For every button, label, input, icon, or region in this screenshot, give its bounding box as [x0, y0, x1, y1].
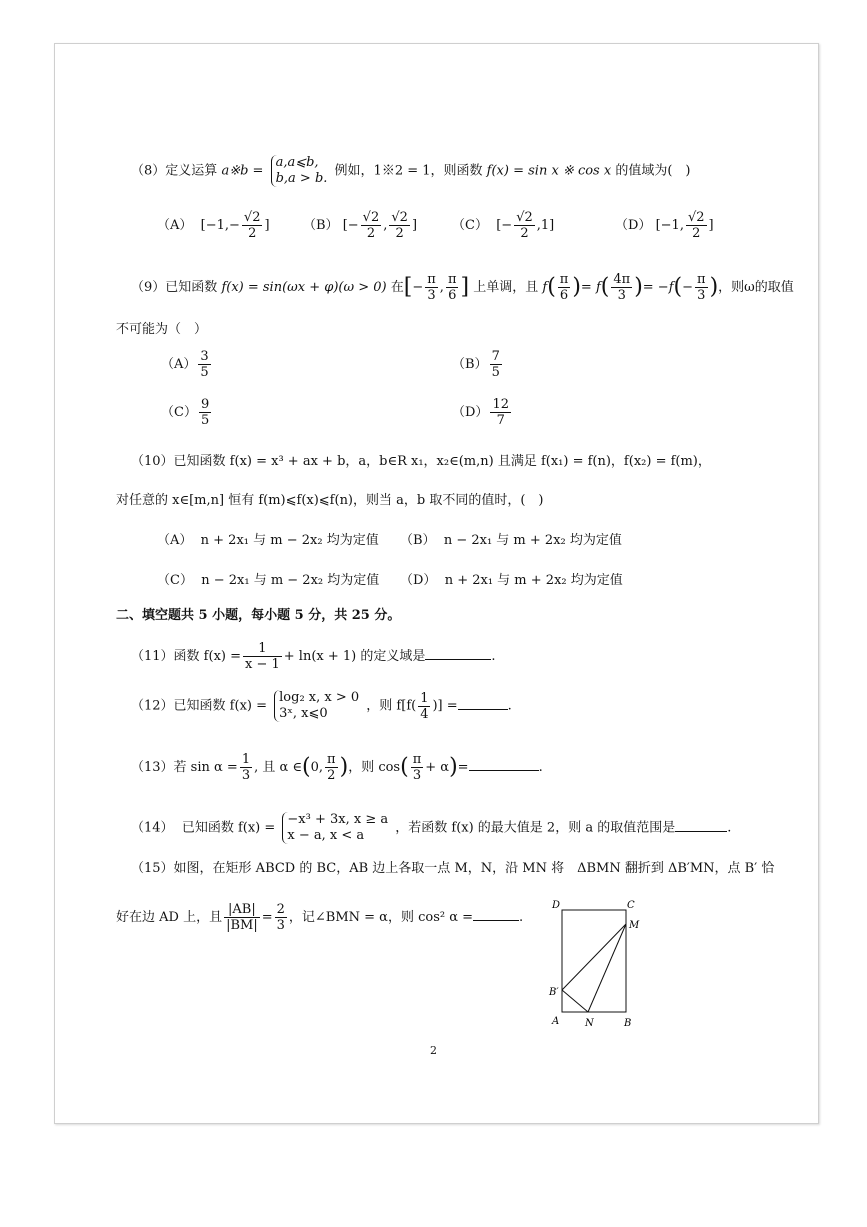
piecewise-definition: a,a⩽b, b,a > b. [271, 155, 328, 187]
question-12: （12）已知函数 f(x) = log₂ x, x > 0 3ˣ, x⩽0 ，则 f[f( $\frac{1}{4}$ )] = . [131, 690, 512, 722]
page-number: 2 [430, 1044, 437, 1057]
q8-option-c: （C） [− $\frac{√2}{2}$ ,1] [452, 210, 555, 241]
q8-option-b: （B） [− $\frac{√2}{2}$ , $\frac{√2}{2}$ ] [303, 210, 418, 241]
q8-option-d: （D） [−1, $\frac{√2}{2}$ ] [615, 210, 714, 241]
label-c: C [627, 900, 635, 911]
label-b: B [624, 1018, 632, 1029]
segment-mn [588, 924, 626, 1012]
question-15-stem: （15）如图，在矩形 ABCD 的 BC，AB 边上各取一点 M，N，沿 MN 将 ΔBMN 翻折到 ΔB′MN，点 B′ 恰 [131, 861, 775, 876]
question-10-stem-cont: 对任意的 x∈[m,n] 恒有 f(m)⩽f(x)⩽f(n)，则当 a，b 取不同的值时，( ) [116, 493, 544, 508]
question-14: （14） 已知函数 f(x) = −x³ + 3x, x ≥ a x − a, x < a ，若函数 f(x) 的最大值是 2，则 a 的取值范围是 . [131, 812, 732, 843]
question-10-stem: （10）已知函数 f(x) = x³ + ax + b，a，b∈R x₁，x₂∈(m,n) 且满足 f(x₁) = f(n)，f(x₂) = f(m)， [131, 454, 711, 469]
answer-blank[interactable] [425, 645, 491, 660]
q10-option-a: （A） n + 2x₁ 与 m − 2x₂ 均为定值 [157, 533, 379, 548]
section-heading: 二、填空题共 5 小题，每小题 5 分，共 25 分。 [116, 608, 401, 623]
q9-option-d: （D） $\frac{12}{7}$ [452, 397, 509, 428]
q10-option-b: （B） n − 2x₁ 与 m + 2x₂ 均为定值 [400, 533, 622, 548]
q10-option-d: （D） n + 2x₁ 与 m + 2x₂ 均为定值 [400, 573, 623, 588]
label-a: A [552, 1016, 560, 1027]
piecewise-definition: −x³ + 3x, x ≥ a x − a, x < a [282, 812, 388, 844]
q9-option-a: （A） $\frac{3}{5}$ [161, 349, 209, 380]
label-b-prime: B′ [549, 987, 559, 998]
label-n: N [585, 1018, 594, 1029]
label-m: M [629, 920, 640, 931]
question-11: （11）函数 f(x) = $\frac{1}{x - 1}$ + ln(x + 1) 的定义域是 . [131, 641, 496, 672]
answer-blank[interactable] [458, 695, 508, 710]
piecewise-definition: log₂ x, x > 0 3ˣ, x⩽0 [274, 690, 359, 722]
segment-mb-prime [562, 924, 626, 990]
question-15-stem-cont: 好在边 AD 上，且 $\frac{|AB|}{|BM|}$ = $\frac{2}{3}$ ，记∠BMN = α，则 cos² α = . [116, 902, 524, 933]
q8-option-a: （A） [−1,− $\frac{√2}{2}$ ] [157, 210, 270, 241]
question-9-stem: （9）已知函数 f(x) = sin(ωx + φ)(ω > 0) 在[− $\frac{\pi}{3}$ , $\frac{\pi}{6}$ ] 上单调，且 f( $\frac{\pi}{6}$ )= f( $\frac{4\pi}{3}$ )= −f(− $\frac{\pi}{3}$ )，则ω的取值 [131, 272, 794, 303]
segment-b-prime-n [562, 990, 588, 1012]
question-9-stem-cont: 不可能为（ ） [116, 322, 208, 337]
answer-blank[interactable] [675, 817, 727, 832]
rectangle-fold-figure [548, 898, 648, 1033]
q9-option-c: （C） $\frac{9}{5}$ [161, 397, 210, 428]
rectangle-abcd [562, 910, 626, 1012]
answer-blank[interactable] [469, 756, 539, 771]
q10-option-c: （C） n − 2x₁ 与 m − 2x₂ 均为定值 [157, 573, 380, 588]
question-8-stem: （8）定义运算 a※b = a,a⩽b, b,a > b. 例如，1※2 = 1，则函数 f(x) = sin x ※ cos x 的值域为( ) [131, 155, 691, 186]
question-13: （13）若 sin α = $\frac{1}{3}$ , 且 α ∈(0, $\frac{\pi}{2}$ )，则 cos( $\frac{\pi}{3}$ + α)= . [131, 752, 543, 783]
answer-blank[interactable] [473, 906, 519, 921]
label-d: D [552, 900, 561, 911]
q9-option-b: （B） $\frac{7}{5}$ [452, 349, 500, 380]
